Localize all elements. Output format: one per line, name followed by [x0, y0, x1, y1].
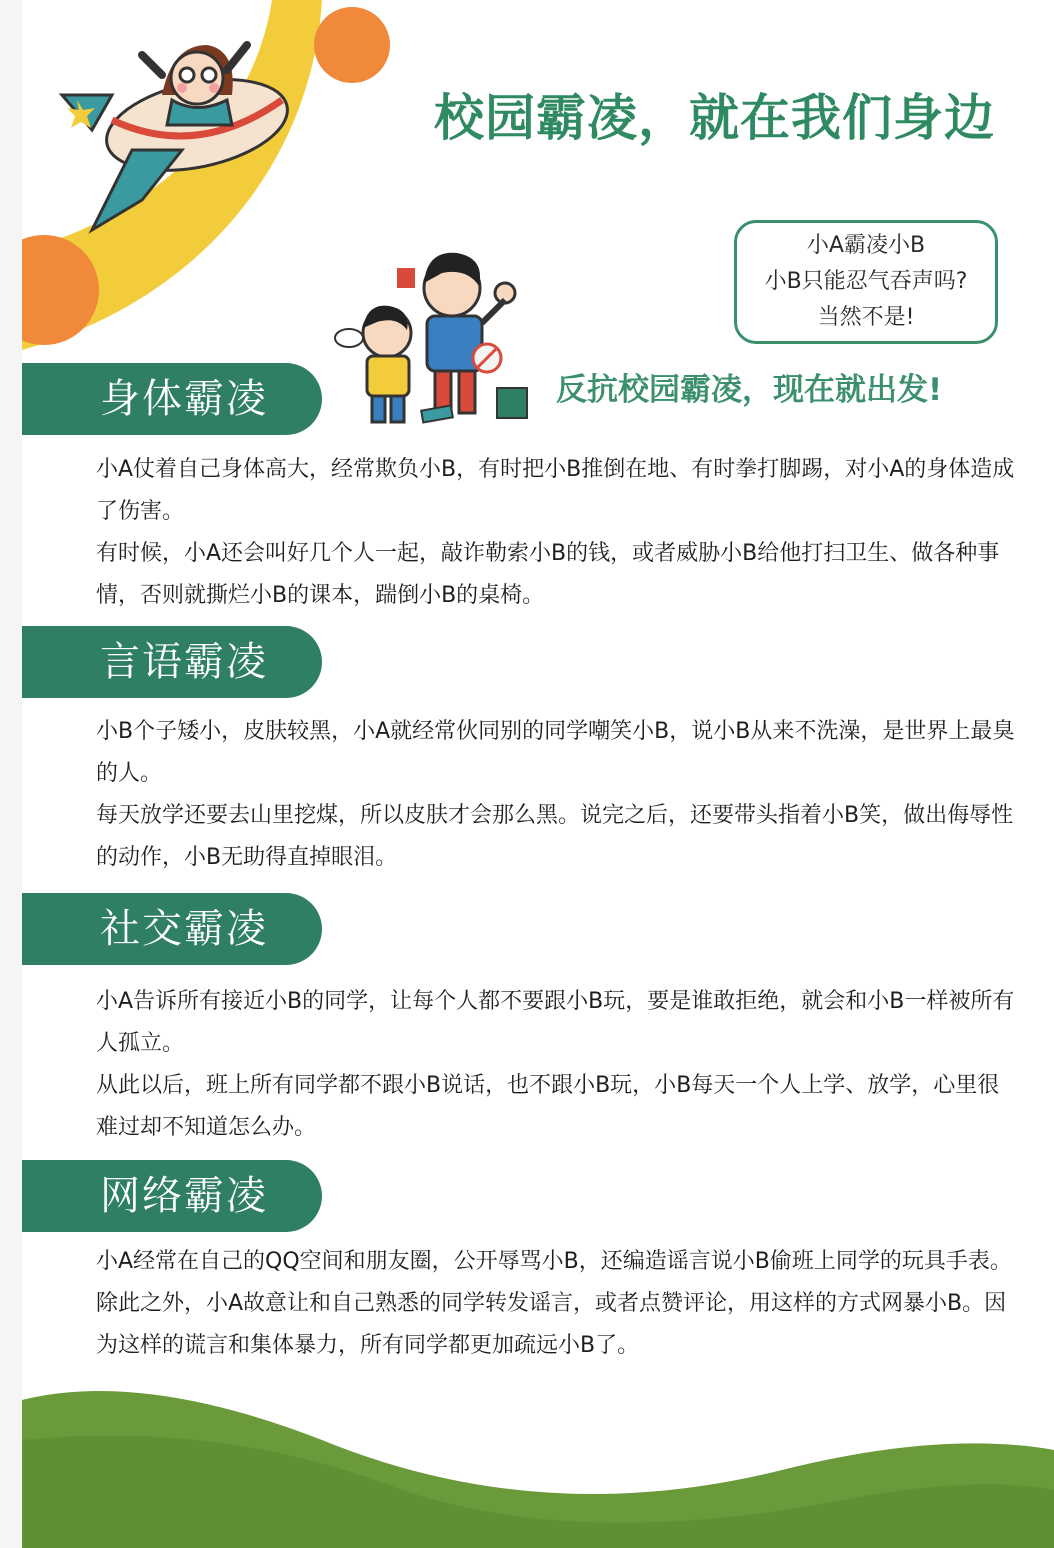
paragraph: 有时候，小A还会叫好几个人一起，敲诈勒索小B的钱，或者威胁小B给他打扫卫生、做各种事情，否则就撕烂小B的课本，踹倒小B的桌椅。 [96, 541, 1000, 608]
paragraph: 小B个子矮小，皮肤较黑，小A就经常伙同别的同学嘲笑小B，说小B从来不洗澡，是世界上最臭的人。 [96, 719, 1015, 786]
paragraph: 每天放学还要去山里挖煤，所以皮肤才会那么黑。说完之后，还要带头指着小B笑，做出侮辱性的动作，小B无助得直掉眼泪。 [96, 803, 1014, 870]
section-body-physical [96, 449, 1016, 617]
section-heading-verbal: 言语霸凌 [22, 626, 322, 698]
bullying-kids-illustration [327, 238, 547, 428]
paragraph: 除此之外，小A故意让和自己熟悉的同学转发谣言，或者点赞评论，用这样的方式网暴小B。因为这样的谎言和集体暴力，所有同学都更加疏远小B了。 [96, 1291, 1007, 1358]
page-title: 校园霸凌，就在我们身边 [434, 89, 995, 147]
orange-circle-decoration [314, 7, 390, 83]
callout-line: 当然不是! [817, 305, 915, 330]
section-body-social [96, 981, 1016, 1149]
slogan: 反抗校园霸凌，现在就出发! [556, 372, 943, 408]
callout-line: 小B只能忍气吞声吗? [764, 269, 968, 294]
callout-box [734, 220, 998, 344]
paragraph: 小A经常在自己的QQ空间和朋友圈，公开辱骂小B，还编造谣言说小B偷班上同学的玩具手表。 [96, 1249, 1012, 1274]
section-heading-physical: 身体霸凌 [22, 363, 322, 435]
poster [22, 0, 1054, 1548]
paragraph: 小A告诉所有接近小B的同学，让每个人都不要跟小B玩，要是谁敢拒绝，就会和小B一样被所有人孤立。 [96, 989, 1015, 1056]
footer-wave-decoration [22, 1380, 1054, 1548]
section-heading-cyber: 网络霸凌 [22, 1160, 322, 1232]
section-heading-social: 社交霸凌 [22, 893, 322, 965]
section-body-cyber [96, 1241, 1016, 1367]
paragraph: 小A仗着自己身体高大，经常欺负小B，有时把小B推倒在地、有时拳打脚踢，对小A的身体造成了伤害。 [96, 457, 1015, 524]
callout-line: 小A霸凌小B [806, 233, 926, 258]
paragraph: 从此以后，班上所有同学都不跟小B说话，也不跟小B玩，小B每天一个人上学、放学，心里很难过却不知道怎么办。 [96, 1073, 1000, 1140]
section-body-verbal [96, 711, 1016, 879]
